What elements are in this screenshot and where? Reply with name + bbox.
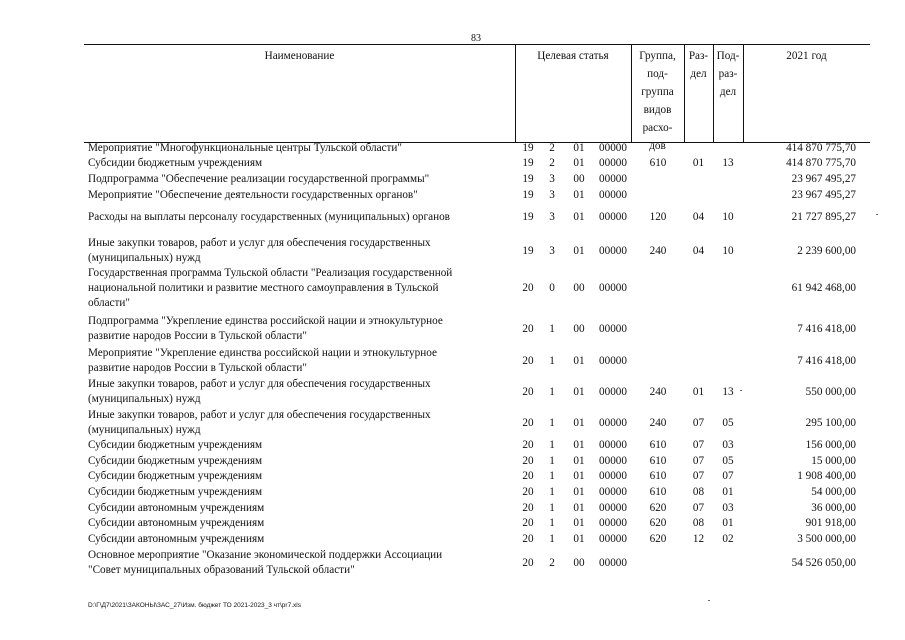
row-amount: 2 239 600,00 [797, 244, 856, 257]
row-amount: 414 870 775,70 [786, 157, 856, 169]
row-name-line: национальной политики и развитие местного самоуправления в Тульской [88, 282, 439, 294]
row-grp-cell: 620 [649, 533, 667, 545]
table-row [84, 469, 870, 484]
row-b-cell: 2 [549, 556, 555, 569]
row-sub-cell: 10 [722, 244, 734, 257]
row-c-cell: 01 [573, 439, 585, 451]
row-d-cell: 00000 [599, 142, 627, 154]
row-d-cell: 00000 [599, 470, 627, 482]
row-amount: 414 870 775,70 [786, 142, 856, 154]
row-name [88, 454, 508, 469]
row-a-cell: 19 [522, 189, 534, 201]
header-target-article: Целевая статья [537, 50, 609, 62]
row-b-cell: 1 [549, 517, 555, 529]
row-b-cell: 3 [549, 244, 555, 257]
row-name [88, 548, 508, 578]
row-b-cell: 3 [549, 211, 555, 223]
row-a-cell: 20 [522, 517, 534, 529]
row-sub-cell: 02 [722, 533, 734, 545]
row-grp-cell: 120 [649, 211, 667, 223]
row-a-cell: 19 [522, 211, 534, 223]
row-sec-cell: 01 [692, 385, 705, 398]
row-amount: 23 967 495,27 [791, 189, 856, 201]
row-sub-cell: 01 [722, 517, 734, 529]
header-section: Раз- дел [688, 50, 709, 80]
row-amount: 36 000,00 [811, 502, 856, 514]
row-name-line: Основное мероприятие "Оказание экономической поддержки Ассоциации [88, 549, 443, 561]
row-d-cell: 00000 [599, 556, 627, 569]
table-row [84, 156, 870, 171]
row-name [88, 501, 508, 516]
scan-speck [708, 600, 710, 601]
row-c-cell: 01 [573, 189, 585, 201]
row-amount: 54 000,00 [811, 486, 856, 498]
row-name-line: Мероприятие "Укрепление единства российской нации и этнокультурное [88, 347, 437, 359]
table-row [84, 485, 870, 500]
scan-speck [876, 214, 878, 215]
row-a-cell: 20 [522, 470, 534, 482]
row-a-cell: 19 [522, 157, 534, 169]
row-name [88, 408, 508, 438]
row-name-line: Субсидии бюджетным учреждениям [88, 470, 263, 482]
row-a-cell: 19 [522, 142, 534, 154]
row-amount: 901 918,00 [805, 517, 856, 529]
row-name-line: Мероприятие "Многофункциональные центры Тульской области" [88, 142, 402, 154]
table-row [84, 314, 870, 344]
row-a-cell: 19 [522, 173, 534, 185]
row-name-line: Субсидии автономным учреждениям [88, 517, 265, 529]
table-row [84, 377, 870, 407]
row-d-cell: 00000 [599, 502, 627, 514]
row-b-cell: 1 [549, 354, 555, 367]
row-name [88, 469, 508, 484]
row-name [88, 485, 508, 500]
row-a-cell: 20 [522, 416, 534, 429]
header-expense-group: Группа, под- группа видов расхо- дов [639, 50, 676, 152]
row-d-cell: 00000 [599, 385, 627, 398]
row-sec-cell: 07 [692, 502, 705, 514]
row-name-line: Иные закупки товаров, работ и услуг для обеспечения государственных [88, 237, 431, 249]
row-c-cell: 01 [573, 354, 585, 367]
row-b-cell: 2 [549, 142, 555, 154]
row-a-cell: 19 [522, 244, 534, 257]
row-c-cell: 01 [573, 244, 585, 257]
row-name-line: области" [88, 297, 130, 309]
row-grp-cell: 240 [649, 385, 667, 398]
row-sub-cell: 03 [722, 502, 734, 514]
row-d-cell: 00000 [599, 189, 627, 201]
row-name [88, 532, 508, 547]
row-grp-cell: 620 [649, 517, 667, 529]
row-c-cell: 01 [573, 533, 585, 545]
row-grp-cell: 240 [649, 244, 667, 257]
row-sub-cell: 13 [722, 385, 734, 398]
row-name-line: Субсидии бюджетным учреждениям [88, 486, 263, 498]
row-c-cell: 01 [573, 502, 585, 514]
table-row [84, 346, 870, 376]
row-d-cell: 00000 [599, 486, 627, 498]
row-b-cell: 1 [549, 470, 555, 482]
row-c-cell: 01 [573, 157, 585, 169]
table-row [84, 548, 870, 578]
row-a-cell: 20 [522, 282, 534, 294]
row-name [88, 314, 508, 344]
row-name-line: Субсидии автономным учреждениям [88, 533, 265, 545]
row-d-cell: 00000 [599, 455, 627, 467]
row-c-cell: 01 [573, 416, 585, 429]
table-row [84, 266, 870, 311]
row-b-cell: 0 [549, 282, 555, 294]
table-row [84, 501, 870, 516]
row-b-cell: 1 [549, 385, 555, 398]
row-b-cell: 1 [549, 486, 555, 498]
row-name [88, 438, 508, 453]
row-c-cell: 01 [573, 211, 585, 223]
row-name-line: Иные закупки товаров, работ и услуг для обеспечения государственных [88, 378, 431, 390]
table-row [84, 141, 870, 156]
row-sub-cell: 13 [722, 157, 734, 169]
table-row [84, 188, 870, 203]
row-name-line: Подпрограмма "Обеспечение реализации государственной программы" [88, 173, 430, 185]
row-amount: 15 000,00 [811, 455, 856, 467]
file-path-footer: D:\Г\Д7\2021\ЗАКОНЫ\ЗАС_27\Изм. бюджет ТО 2021-2023_3 чт\pr7.xls [88, 602, 301, 609]
scan-speck [740, 390, 742, 391]
row-name-line: (муниципальных) нужд [88, 252, 201, 264]
row-c-cell: 00 [573, 322, 585, 335]
row-sec-cell: 01 [692, 157, 705, 169]
row-name-line: Подпрограмма "Укрепление единства российской нации и этнокультурное [88, 315, 443, 327]
row-b-cell: 2 [549, 157, 555, 169]
row-sec-cell: 07 [692, 439, 705, 451]
row-a-cell: 20 [522, 556, 534, 569]
table-row [84, 532, 870, 547]
row-b-cell: 1 [549, 439, 555, 451]
row-d-cell: 00000 [599, 244, 627, 257]
row-grp-cell: 610 [649, 455, 667, 467]
row-grp-cell: 240 [649, 416, 667, 429]
row-name-line: Мероприятие "Обеспечение деятельности государственных органов" [88, 189, 418, 201]
row-name-line: развитие народов России в Тульской области" [88, 330, 307, 342]
row-a-cell: 20 [522, 533, 534, 545]
row-d-cell: 00000 [599, 354, 627, 367]
row-name-line: Субсидии автономным учреждениям [88, 502, 265, 514]
row-amount: 550 000,00 [805, 385, 856, 398]
row-d-cell: 00000 [599, 517, 627, 529]
row-sec-cell: 12 [692, 533, 705, 545]
row-d-cell: 00000 [599, 533, 627, 545]
row-grp-cell: 610 [649, 470, 667, 482]
row-name-line: Государственная программа Тульской области "Реализация государственной [88, 267, 453, 279]
row-sec-cell: 08 [692, 517, 705, 529]
row-name-line: Расходы на выплаты персоналу государственных (муниципальных) органов [88, 211, 450, 223]
row-amount: 54 526 050,00 [791, 556, 856, 569]
row-c-cell: 00 [573, 556, 585, 569]
row-b-cell: 1 [549, 455, 555, 467]
row-name-line: Субсидии бюджетным учреждениям [88, 439, 263, 451]
row-sub-cell: 01 [722, 486, 734, 498]
row-sub-cell: 05 [722, 455, 734, 467]
row-amount: 7 416 418,00 [797, 354, 856, 367]
row-name [88, 210, 508, 225]
table-row [84, 172, 870, 187]
row-c-cell: 01 [573, 517, 585, 529]
row-a-cell: 20 [522, 354, 534, 367]
row-c-cell: 01 [573, 470, 585, 482]
row-amount: 21 727 895,27 [791, 211, 856, 223]
row-c-cell: 00 [573, 282, 585, 294]
row-d-cell: 00000 [599, 282, 627, 294]
row-c-cell: 00 [573, 173, 585, 185]
row-grp-cell: 610 [649, 486, 667, 498]
header-year: 2021 год [786, 50, 827, 62]
row-name-line: Иные закупки товаров, работ и услуг для обеспечения государственных [88, 409, 431, 421]
row-sec-cell: 07 [692, 455, 705, 467]
table-row [84, 408, 870, 438]
row-name [88, 346, 508, 376]
row-amount: 7 416 418,00 [797, 322, 856, 335]
row-a-cell: 20 [522, 439, 534, 451]
row-sec-cell: 07 [692, 416, 705, 429]
row-amount: 61 942 468,00 [791, 282, 856, 294]
row-name [88, 188, 508, 203]
header-subsection: Под- раз- дел [716, 50, 740, 98]
row-b-cell: 1 [549, 322, 555, 335]
row-name-line: (муниципальных) нужд [88, 393, 201, 405]
row-d-cell: 00000 [599, 211, 627, 223]
row-grp-cell: 620 [649, 502, 667, 514]
row-b-cell: 3 [549, 173, 555, 185]
row-amount: 23 967 495,27 [791, 173, 856, 185]
table-row [84, 438, 870, 453]
row-c-cell: 01 [573, 142, 585, 154]
row-a-cell: 20 [522, 502, 534, 514]
table-row [84, 454, 870, 469]
row-a-cell: 20 [522, 486, 534, 498]
row-a-cell: 20 [522, 322, 534, 335]
row-b-cell: 1 [549, 533, 555, 545]
table-row [84, 236, 870, 266]
row-sub-cell: 07 [722, 470, 734, 482]
row-name [88, 266, 508, 311]
row-b-cell: 1 [549, 502, 555, 514]
row-sec-cell: 04 [692, 211, 705, 223]
row-name [88, 141, 508, 156]
row-d-cell: 00000 [599, 439, 627, 451]
row-name [88, 236, 508, 266]
row-name-line: развитие народов России в Тульской области" [88, 362, 307, 374]
row-amount: 295 100,00 [805, 416, 856, 429]
row-name-line: "Совет муниципальных образований Тульской области" [88, 564, 355, 576]
row-amount: 156 000,00 [805, 439, 856, 451]
page-number: 83 [471, 33, 481, 44]
row-d-cell: 00000 [599, 416, 627, 429]
row-name-line: Субсидии бюджетным учреждениям [88, 157, 263, 169]
row-name [88, 516, 508, 531]
row-d-cell: 00000 [599, 157, 627, 169]
row-name-line: Субсидии бюджетным учреждениям [88, 455, 263, 467]
table-row [84, 210, 870, 225]
row-sub-cell: 05 [722, 416, 734, 429]
row-sec-cell: 04 [692, 244, 705, 257]
row-b-cell: 3 [549, 189, 555, 201]
row-grp-cell: 610 [649, 439, 667, 451]
row-c-cell: 01 [573, 385, 585, 398]
row-name [88, 172, 508, 187]
row-name-line: (муниципальных) нужд [88, 424, 201, 436]
row-d-cell: 00000 [599, 322, 627, 335]
row-sub-cell: 10 [722, 211, 734, 223]
row-a-cell: 20 [522, 385, 534, 398]
row-sec-cell: 08 [692, 486, 705, 498]
row-c-cell: 01 [573, 486, 585, 498]
header-name: Наименование [264, 50, 335, 62]
row-sec-cell: 07 [692, 470, 705, 482]
row-sub-cell: 03 [722, 439, 734, 451]
row-a-cell: 20 [522, 455, 534, 467]
row-b-cell: 1 [549, 416, 555, 429]
row-name [88, 377, 508, 407]
row-name [88, 156, 508, 171]
row-c-cell: 01 [573, 455, 585, 467]
row-amount: 1 908 400,00 [797, 470, 856, 482]
row-d-cell: 00000 [599, 173, 627, 185]
table-row [84, 516, 870, 531]
row-amount: 3 500 000,00 [797, 533, 856, 545]
row-grp-cell: 610 [649, 157, 667, 169]
